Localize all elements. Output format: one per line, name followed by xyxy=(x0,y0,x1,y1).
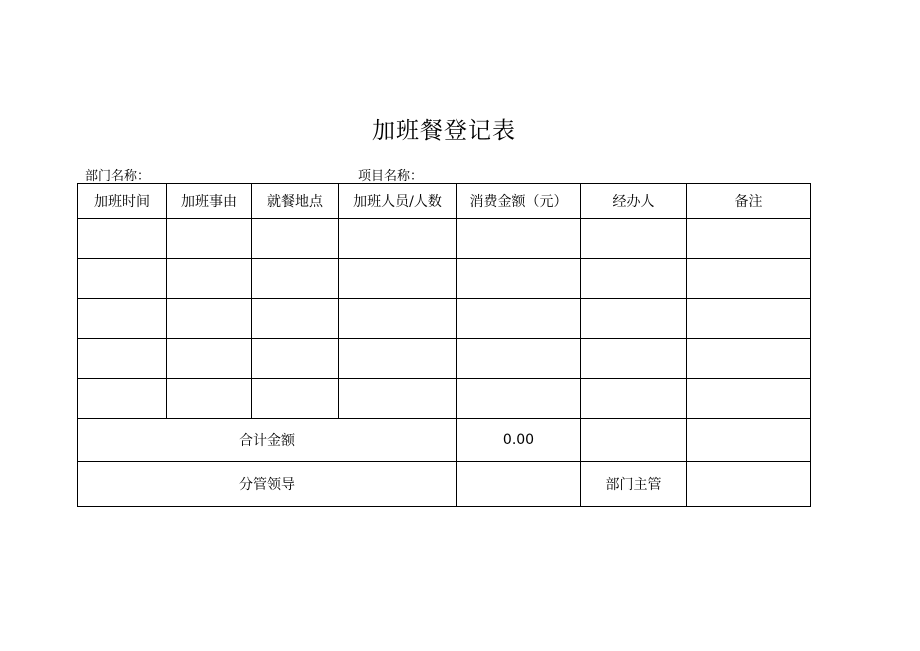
table-cell[interactable] xyxy=(339,339,457,379)
table-row xyxy=(78,339,811,379)
table-header-row xyxy=(78,184,811,219)
dept-head-label: 部门主管 xyxy=(581,462,687,507)
table-cell[interactable] xyxy=(687,379,811,419)
table-cell[interactable] xyxy=(457,299,581,339)
table-cell[interactable] xyxy=(581,339,687,379)
header-handler: 经办人 xyxy=(581,184,687,219)
table-row xyxy=(78,379,811,419)
table-cell[interactable] xyxy=(252,339,339,379)
form-title: 加班餐登记表 xyxy=(372,118,516,144)
table-cell[interactable] xyxy=(457,219,581,259)
table-cell[interactable] xyxy=(78,339,167,379)
table-cell[interactable] xyxy=(581,299,687,339)
table-cell[interactable] xyxy=(581,379,687,419)
department-name-label: 部门名称： xyxy=(85,169,151,184)
table-row xyxy=(78,299,811,339)
table-cell[interactable] xyxy=(252,259,339,299)
table-cell[interactable] xyxy=(252,379,339,419)
signature-row xyxy=(78,462,811,507)
table-cell[interactable] xyxy=(167,339,252,379)
table-cell[interactable] xyxy=(167,299,252,339)
total-handler-cell[interactable] xyxy=(581,419,687,462)
header-staff-count: 加班人员/人数 xyxy=(339,184,457,219)
supervisor-signature-cell[interactable] xyxy=(457,462,581,507)
total-amount-value: 0.00 xyxy=(457,419,581,462)
table-cell[interactable] xyxy=(581,219,687,259)
supervisor-label: 分管领导 xyxy=(78,462,457,507)
header-remarks: 备注 xyxy=(687,184,811,219)
project-name-label: 项目名称： xyxy=(358,169,424,184)
table-cell[interactable] xyxy=(78,379,167,419)
table-cell[interactable] xyxy=(339,299,457,339)
table-cell[interactable] xyxy=(457,339,581,379)
total-row xyxy=(78,419,811,462)
header-dining-location: 就餐地点 xyxy=(252,184,339,219)
table-cell[interactable] xyxy=(687,299,811,339)
table-row xyxy=(78,259,811,299)
table-cell[interactable] xyxy=(339,379,457,419)
table-row xyxy=(78,219,811,259)
table-cell[interactable] xyxy=(252,219,339,259)
table-cell[interactable] xyxy=(687,339,811,379)
table-cell[interactable] xyxy=(78,299,167,339)
header-amount: 消费金额（元） xyxy=(457,184,581,219)
table-cell[interactable] xyxy=(457,259,581,299)
table-cell[interactable] xyxy=(167,219,252,259)
table-cell[interactable] xyxy=(581,259,687,299)
table-cell[interactable] xyxy=(687,259,811,299)
overtime-meal-table xyxy=(77,183,811,507)
total-remarks-cell[interactable] xyxy=(687,419,811,462)
header-overtime-reason: 加班事由 xyxy=(167,184,252,219)
table-cell[interactable] xyxy=(167,379,252,419)
table-cell[interactable] xyxy=(339,259,457,299)
table-cell[interactable] xyxy=(167,259,252,299)
table-cell[interactable] xyxy=(457,379,581,419)
dept-head-signature-cell[interactable] xyxy=(687,462,811,507)
table-cell[interactable] xyxy=(339,219,457,259)
table-cell[interactable] xyxy=(78,259,167,299)
header-overtime-time: 加班时间 xyxy=(78,184,167,219)
table-cell[interactable] xyxy=(78,219,167,259)
table-cell[interactable] xyxy=(252,299,339,339)
total-amount-label: 合计金额 xyxy=(78,419,457,462)
table-cell[interactable] xyxy=(687,219,811,259)
